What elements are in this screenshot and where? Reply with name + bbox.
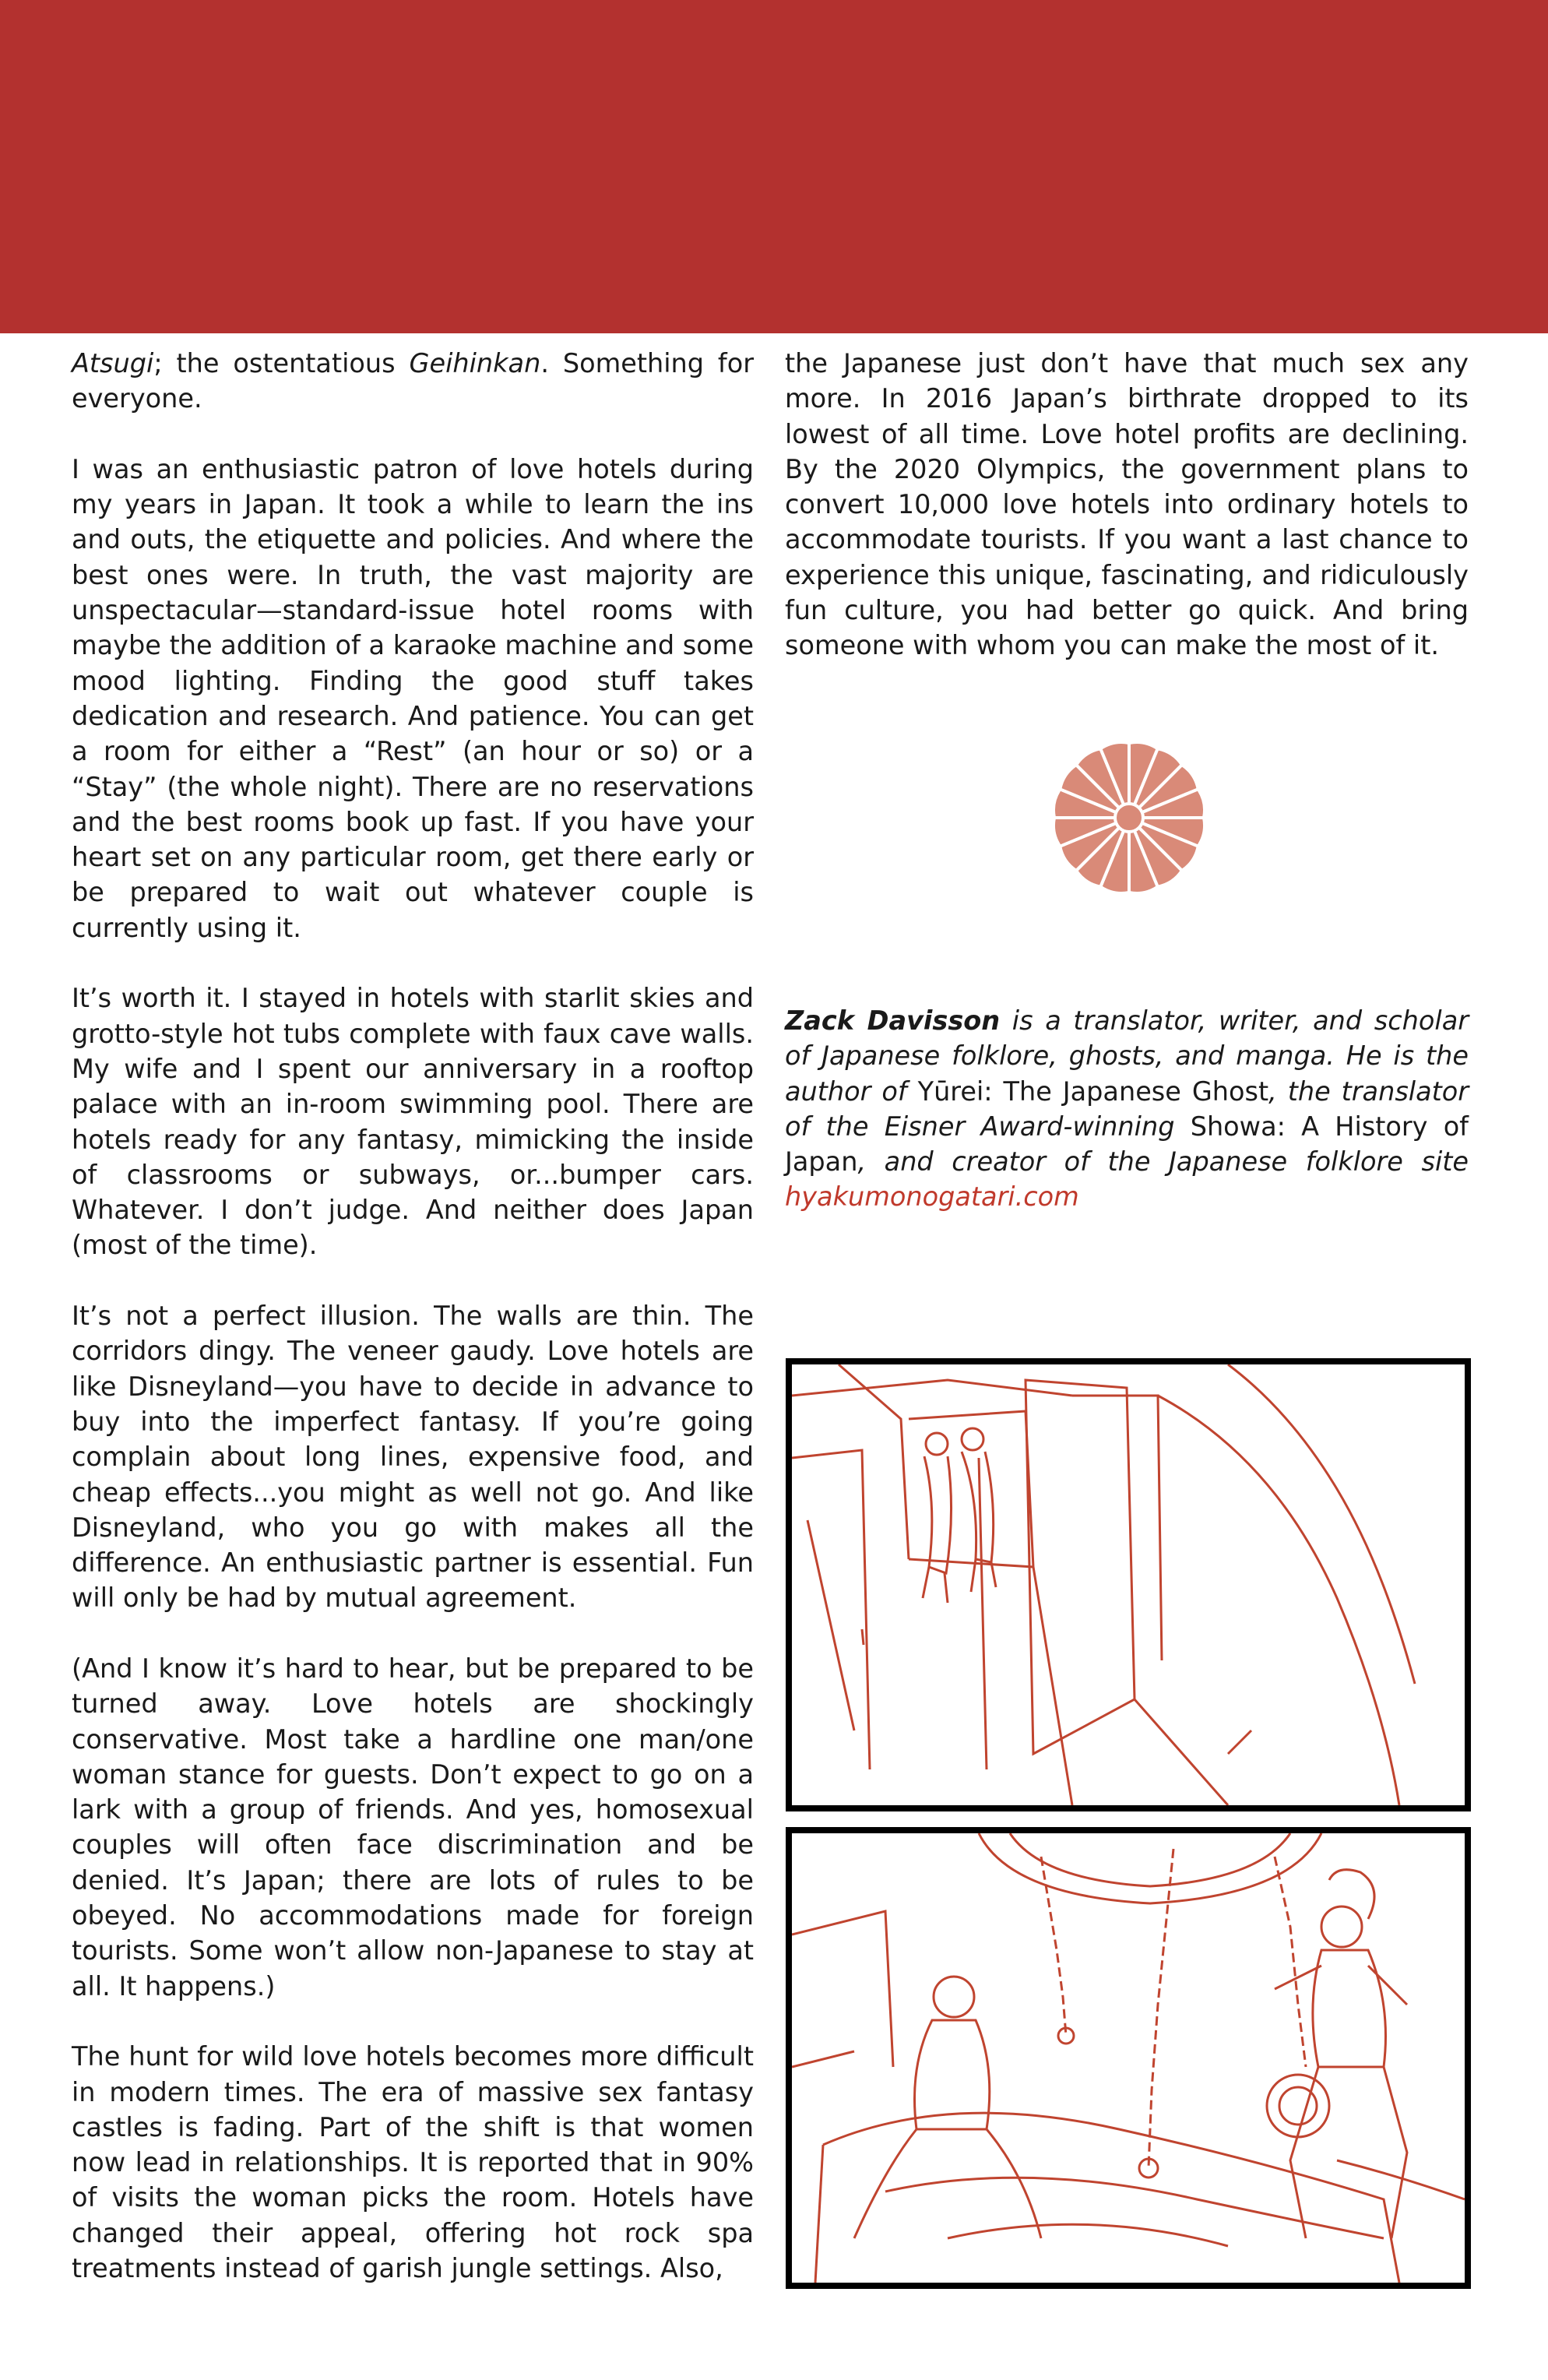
paragraph-5: (And I know it’s hard to hear, but be prepared to be turned away. Love hotels are shockingly conservative. Most take a hardline one man/one woman stance for guests. Don’t expect to go on a lark with a group of friends. And yes, homosexual couples will often face discrimination and be denied. It’s Japan; there are lots of rules to be obeyed. No accommodations made for foreign tourists. Some won’t allow non-Japanese to stay at all. It happens.): [72, 1653, 754, 2002]
paragraph-2: I was an enthusiastic patron of love hotels during my years in Japan. It took a while to learn the ins and outs, the etiquette and policies. And where the best ones were. In truth, the vast majority are unspectacular—standard-issue hotel rooms with maybe the addition of a karaoke machine and some mood lighting. Finding the good stuff takes dedication and research. And patience. You can get a room for either a “Rest” (an hour or so) or a “Stay” (the whole night). There are no reservations and the best rooms book up fast. If you have your heart set on any particular room, get there early or be prepared to wait out whatever couple is currently using it.: [72, 453, 754, 943]
article-left-column: [72, 346, 754, 2286]
header-banner: [0, 0, 1548, 333]
paragraph-4: It’s not a perfect illusion. The walls are thin. The corridors dingy. The veneer gaudy. Love hotels are like Disneyland—you have to decide in advance to buy into the imperfect fantasy. If you’re going complain about long lines, expensive food, and cheap effects...you might as well not go. And like Disneyland, who you go with makes all the difference. An enthusiastic partner is essential. Fun will only be had by mutual agreement.: [72, 1301, 754, 1614]
author-bio: Zack Davisson is a translator, writer, and scholar of Japanese folklore, ghosts, and manga. He is the author of Yūrei: The Japanese Ghost, the translator of the Eisner Award-winning Showa: A History of Japan, and creator of the Japanese folklore site hyakumonogatari.com: [785, 1005, 1469, 1213]
paragraph-3: It’s worth it. I stayed in hotels with starlit skies and grotto-style hot tubs complete with faux cave walls. My wife and I spent our anniversary in a rooftop palace with an in-room swimming pool. There are hotels ready for any fantasy, mimicking the inside of classrooms or subways, or...bumper cars. Whatever. I don’t judge. And neither does Japan (most of the time).: [72, 983, 754, 1261]
paragraph-1: Atsugi; the ostentatious Geihinkan. Something for everyone.: [72, 348, 754, 414]
comic-panel-room: [786, 1827, 1471, 2289]
paragraph-7: the Japanese just don’t have that much sex any more. In 2016 Japan’s birthrate dropped to its lowest of all time. Love hotel profits are declining. By the 2020 Olympics, the government plans to convert 10,000 love hotels into ordinary hotels to accommodate tourists. If you want a last chance to experience this unique, fascinating, and ridiculously fun culture, you had better go quick. And bring someone with whom you can make the most of it.: [785, 348, 1469, 661]
author-name: Zack Davisson: [785, 1005, 1001, 1036]
book-title-showa: Showa: A History of Japan: [785, 1111, 1469, 1178]
article-right-column: [785, 346, 1469, 664]
comic-panel-hallway: [786, 1358, 1471, 1811]
paragraph-6: The hunt for wild love hotels becomes more difficult in modern times. The era of massive sex fantasy castles is fading. Part of the shift is that women now lead in relationships. It is reported that in 90% of visits the woman picks the room. Hotels have changed their appeal, offering hot rock spa treatments instead of garish jungle settings. Also,: [72, 2041, 754, 2284]
hallway-illustration: [792, 1364, 1465, 1805]
room-illustration: [792, 1833, 1465, 2283]
chrysanthemum-crest-icon: [1051, 740, 1207, 896]
book-title-yurei: Yūrei: The Japanese Ghost: [917, 1076, 1269, 1107]
website-link[interactable]: hyakumonogatari.com: [785, 1181, 1079, 1213]
